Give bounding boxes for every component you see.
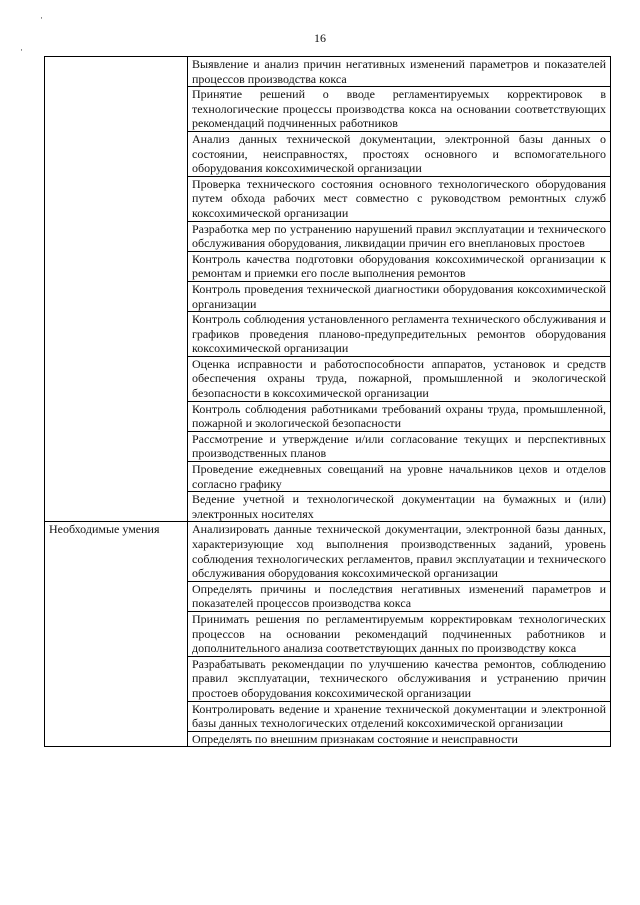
page-number: 16 xyxy=(314,31,326,45)
list-item: Анализ данных технической документации, электронной базы данных о состоянии, неисправностях, простоях основного и вспомогательного оборудования коксохимической организации xyxy=(188,131,611,176)
list-item: Проведение ежедневных совещаний на уровне начальников цехов и отделов согласно графику xyxy=(188,462,611,492)
scan-speck: · xyxy=(20,45,23,55)
table-row xyxy=(45,57,611,87)
list-item: Определять по внешним признакам состояние и неисправности xyxy=(188,731,611,747)
list-item: Рассмотрение и утверждение и/или согласование текущих и перспективных производственных планов xyxy=(188,431,611,461)
list-item: Контроль проведения технической диагностики оборудования коксохимической организации xyxy=(188,281,611,311)
list-item: Проверка технического состояния основного технологического оборудования путем обхода рабочих мест совместно с руководством ремонтных служб коксохимической организации xyxy=(188,176,611,221)
list-item: Определять причины и последствия негативных изменений параметров и показателей процессов производства кокса xyxy=(188,581,611,611)
list-item: Оценка исправности и работоспособности аппаратов, установок и средств обеспечения охраны труда, пожарной, промышленной и экологической безопасности в коксохимической организации xyxy=(188,356,611,401)
list-item: Принятие решений о вводе регламентируемых корректировок в технологические процессы производства кокса на основании соответствующих рекомендаций подчиненных работников xyxy=(188,87,611,132)
scan-speck: · xyxy=(40,13,43,23)
list-item: Контроль качества подготовки оборудования коксохимической организации к ремонтам и приемки его после выполнения ремонтов xyxy=(188,251,611,281)
list-item: Анализировать данные технической документации, электронной базы данных, характеризующие ход выполнения производственных заданий, уровень соблюдения технологических регламентов, правил эксплуатации и технического обслуживания оборудования коксохимической организации xyxy=(188,522,611,581)
duties-table xyxy=(44,56,611,747)
list-item: Разрабатывать рекомендации по улучшению качества ремонтов, соблюдению правил эксплуатации, технического обслуживания и устранению причин простоев оборудования коксохимической организации xyxy=(188,656,611,701)
list-item: Контролировать ведение и хранение технической документации и электронной базы данных технологических отделений коксохимической организации xyxy=(188,701,611,731)
list-item: Принимать решения по регламентируемым корректировкам технологических процессов на основании рекомендаций подчиненных работников и дополнительного анализа соответствующих данных по производству кокса xyxy=(188,611,611,656)
section-label: Необходимые умения xyxy=(45,522,188,747)
table-row xyxy=(45,522,611,581)
section-label xyxy=(45,57,188,522)
list-item: Разработка мер по устранению нарушений правил эксплуатации и технического обслуживания оборудования, ликвидации причин его внеплановых простоев xyxy=(188,221,611,251)
list-item: Выявление и анализ причин негативных изменений параметров и показателей процессов производства кокса xyxy=(188,57,611,87)
list-item: Контроль соблюдения работниками требований охраны труда, промышленной, пожарной и экологической безопасности xyxy=(188,401,611,431)
list-item: Ведение учетной и технологической документации на бумажных и (или) электронных носителях xyxy=(188,492,611,522)
list-item: Контроль соблюдения установленного регламента технического обслуживания и графиков проведения планово-предупредительных ремонтов оборудования коксохимической организации xyxy=(188,312,611,357)
